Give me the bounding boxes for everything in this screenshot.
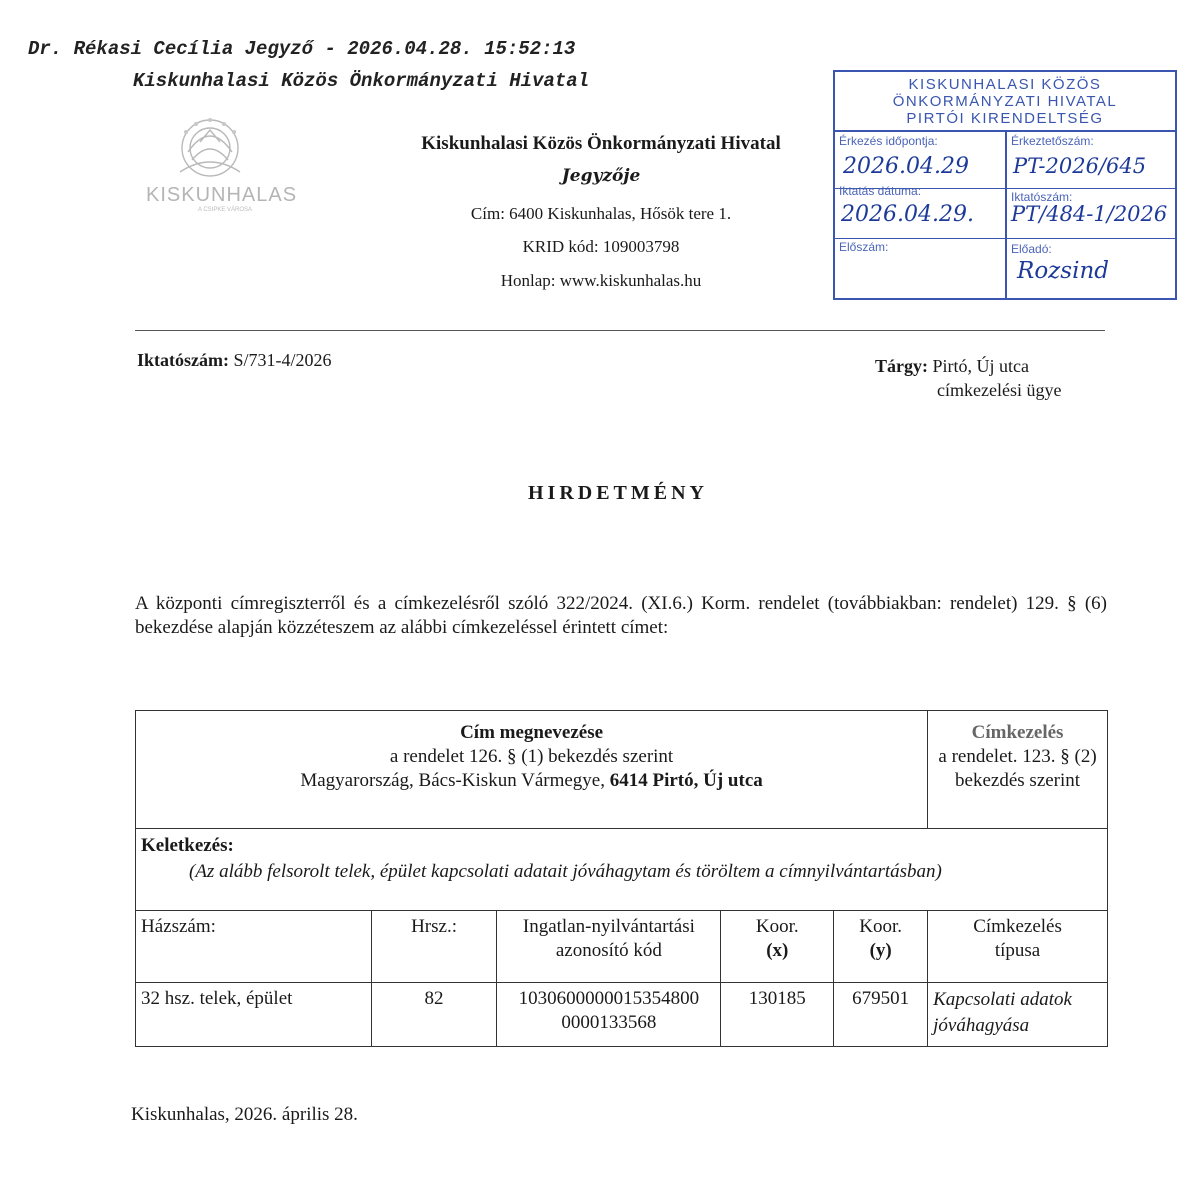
address-prefix: Magyarország, Bács-Kiskun Vármegye, [300,770,610,791]
stamp-heading-line: ÖNKORMÁNYZATI HIVATAL [892,93,1118,110]
address-table [135,710,1108,1047]
cell-hrsz: 82 [371,983,497,1047]
col-header-y-line: (y) [869,940,892,961]
cell-code [497,983,721,1047]
cimkezeles-title: Címkezelés [971,722,1064,743]
col-header-code-line: Ingatlan-nyilvántartási [522,916,695,937]
filing-number-label: Iktatószám: [1011,190,1073,204]
origin-note: (Az alább felsorolt telek, épület kapcsolati adatait jóváhagytam és töröltem a címnyilvántartásban) [189,861,942,882]
file-number [137,350,332,371]
col-header-code [497,911,721,983]
file-number-label: Iktatószám: [137,350,229,370]
cimkezeles-subtitle: a rendelet. 123. § (2) bekezdés szerint [938,746,1097,791]
subject [875,356,1029,377]
prior-number-label: Előszám: [839,240,889,254]
origin-label: Keletkezés: [141,835,234,856]
logo-subtext: A CSIPKE VÁROSA [198,207,253,213]
arrival-number-label: Érkeztetőszám: [1011,134,1094,148]
col-header-code-line: azonosító kód [555,940,662,961]
letterhead-krid: KRID kód: 109003798 [522,237,680,256]
col-header-type-line: Címkezelés [973,916,1062,937]
col-header-type-line: típusa [994,940,1041,961]
filing-date-value: 2026.04.29. [841,202,974,227]
letterhead-subtitle: Jegyzője [561,166,641,186]
cimkezeles-cell [928,711,1108,829]
subject-line: Pirtó, Új utca [932,356,1029,376]
cell-house: 32 hsz. telek, épület [136,983,372,1047]
cell-code-line: 1030600000015354800 [518,988,700,1009]
arrival-date-value: 2026.04.29 [843,154,969,179]
cell-code-line: 0000133568 [561,1012,657,1033]
header-divider [135,330,1105,331]
col-header-x [721,911,834,983]
address-line [141,769,922,793]
origin-cell [136,829,1108,911]
letterhead-address: Cím: 6400 Kiskunhalas, Hősök tere 1. [470,204,732,223]
officer-label: Előadó: [1011,242,1052,256]
arrival-number-value: PT-2026/645 [1013,154,1147,178]
letterhead-website: Honlap: www.kiskunhalas.hu [500,271,702,290]
subject-line: címkezelési ügye [937,380,1062,400]
table-row [136,983,1108,1047]
cell-type: Kapcsolati adatok jóváhagyása [928,983,1108,1047]
cell-y: 679501 [834,983,928,1047]
letterhead-title: Kiskunhalasi Közös Önkormányzati Hivatal [421,133,781,154]
col-header-x-line: (x) [766,940,789,961]
stamp-heading-line: PIRTÓI KIRENDELTSÉG [906,110,1104,127]
arrival-date-label: Érkezés időpontja: [839,134,938,148]
stamp-heading-line: KISKUNHALASI KÖZÖS [908,76,1102,93]
city-logo [140,112,300,220]
filing-number-value: PT/484-1/2026 [1011,202,1168,226]
intro-paragraph: A központi címregiszterről és a címkezelésről szóló 322/2024. (XI.6.) Korm. rendelet (továbbiakban: rendelet) 129. § (6) bekezdése alapján közzéteszem az alábbi címkezeléssel érintett címet: [135,593,1107,638]
col-header-x-line: Koor. [755,916,799,937]
address-subtitle: a rendelet 126. § (1) bekezdés szerint [389,746,674,767]
stamp-heading [835,72,1175,127]
cell-x: 130185 [721,983,834,1047]
subject-label: Tárgy: [875,356,928,376]
col-header-house: Házszám: [136,911,372,983]
e-signature-line: Dr. Rékasi Cecília Jegyző - 2026.04.28. 15:52:13 [28,38,576,60]
col-header-y [834,911,928,983]
address-cell [136,711,928,829]
e-signature-office: Kiskunhalasi Közös Önkormányzati Hivatal [133,70,590,92]
col-header-hrsz: Hrsz.: [371,911,497,983]
col-header-y-line: Koor. [859,916,903,937]
officer-signature: Rozsind [1017,258,1109,284]
logo-text: KISKUNHALAS [146,184,298,206]
address-title: Cím megnevezése [460,722,604,743]
place-and-date: Kiskunhalas, 2026. április 28. [131,1104,358,1125]
filing-date-label: Iktatás dátuma: [839,184,922,198]
registration-stamp [833,70,1177,300]
address-settlement: 6414 Pirtó, Új utca [609,770,763,791]
document-title: HIRDETMÉNY [527,482,708,504]
col-header-type [928,911,1108,983]
file-number-value: S/731-4/2026 [233,350,332,370]
